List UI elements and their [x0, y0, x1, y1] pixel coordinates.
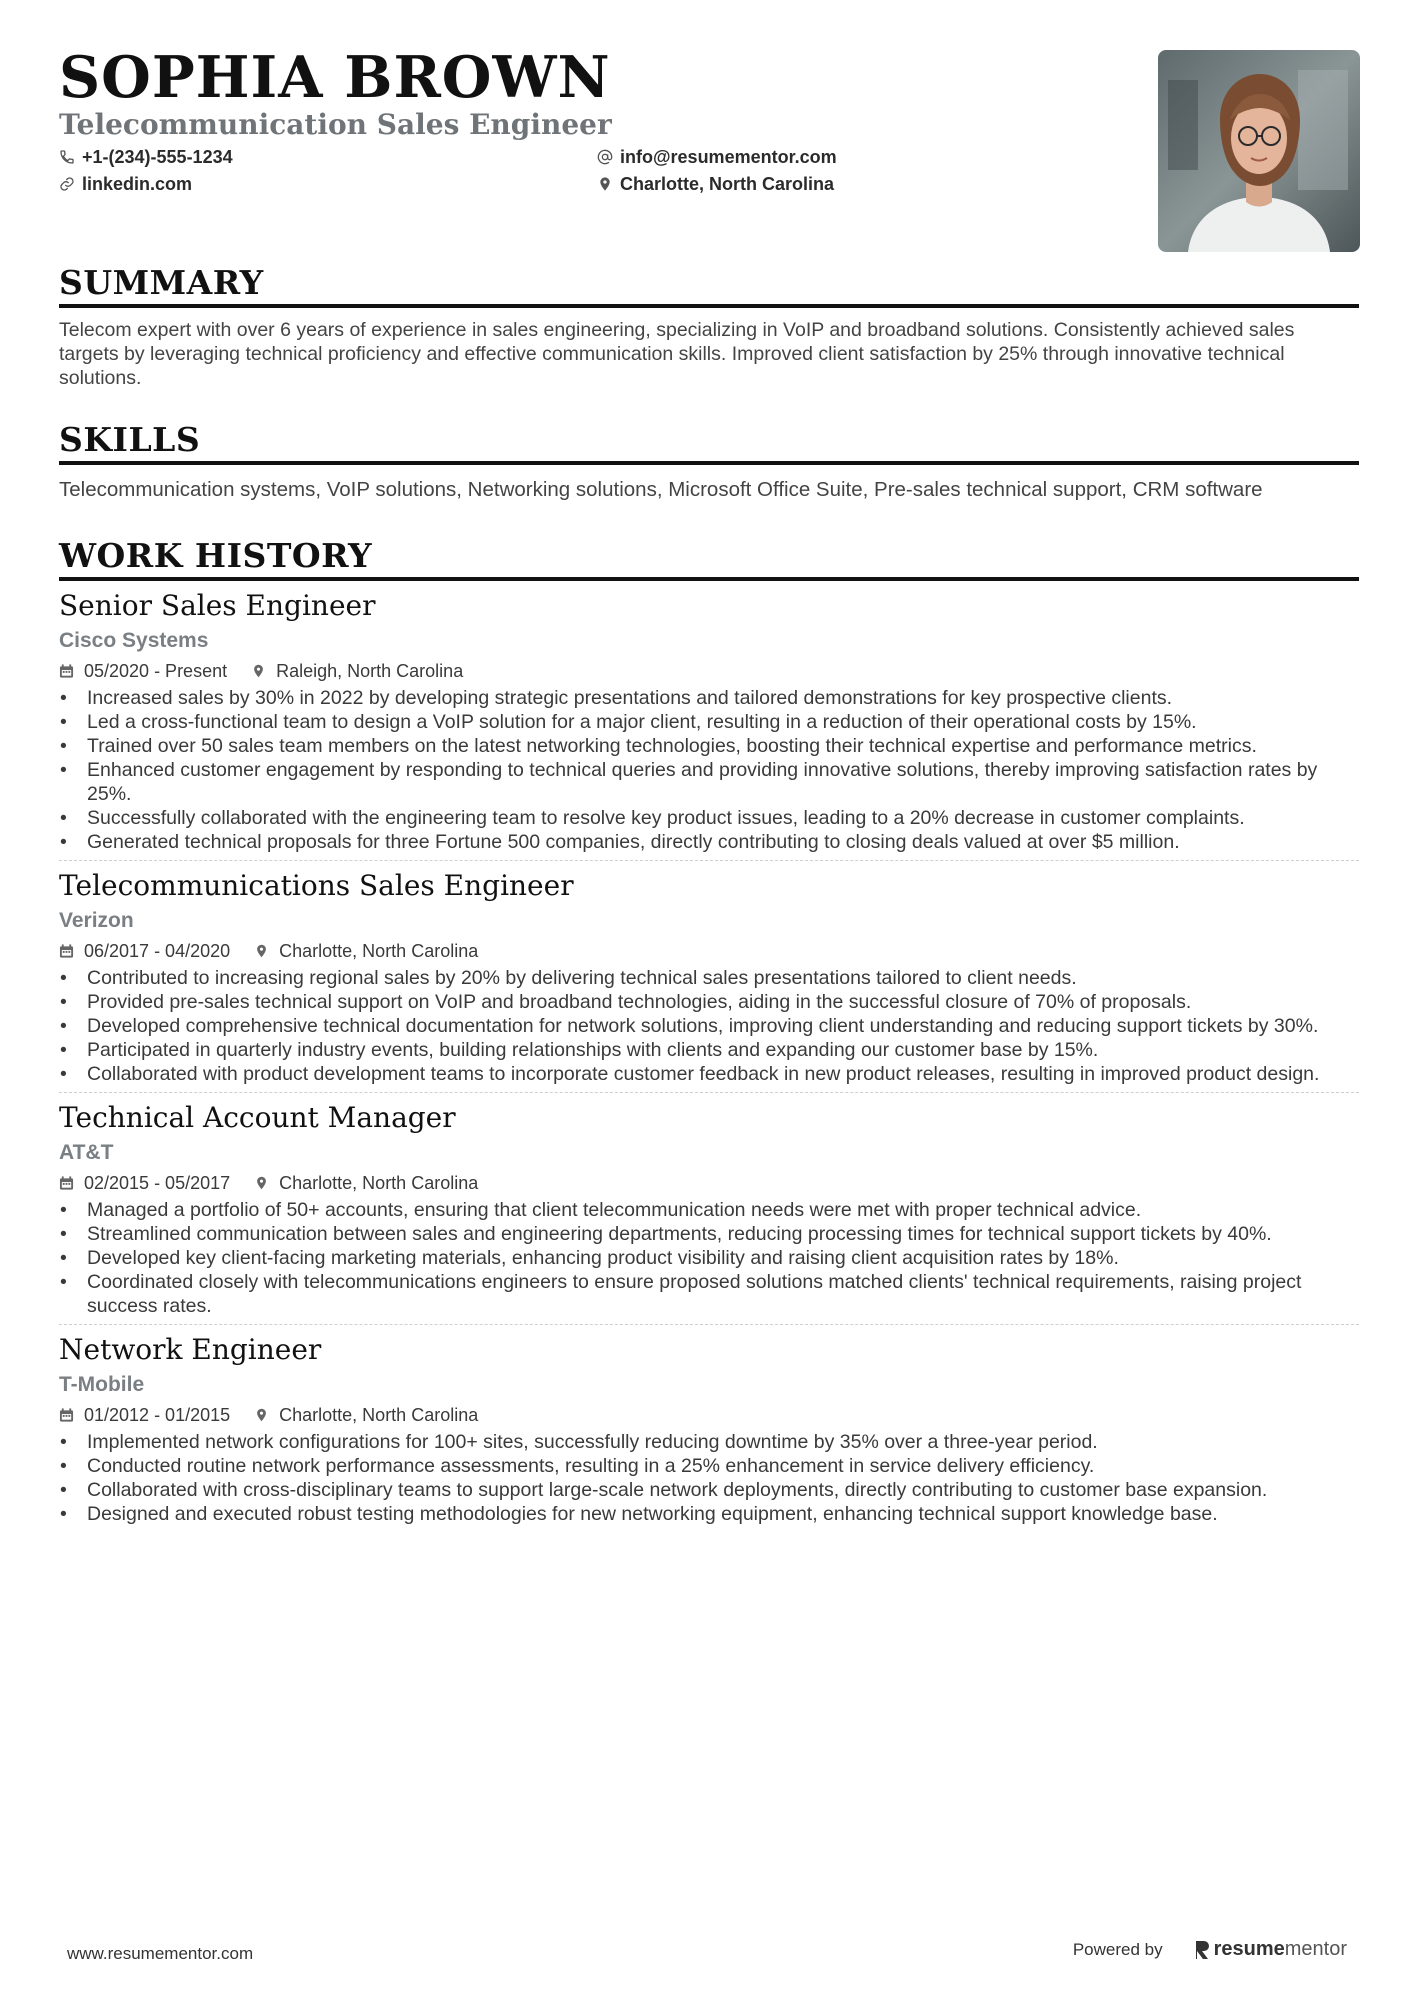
brand-logo[interactable] [1193, 1938, 1347, 1961]
bullet-item: • Increased sales by 30% in 2022 by developing strategic presentations and tailored demonstrations for key prospective clients. [59, 686, 1359, 710]
brand-bold-text: resume [1213, 1938, 1285, 1960]
bullet-item: • Developed comprehensive technical documentation for network solutions, improving client understanding and reducing support tickets by 30%. [59, 1014, 1359, 1038]
bullet-item: • Successfully collaborated with the engineering team to resolve key product issues, leading to a 20% decrease in customer complaints. [59, 806, 1359, 830]
job-location [254, 941, 478, 962]
calendar-icon [59, 663, 74, 679]
bullet-item: • Provided pre-sales technical support on VoIP and broadband technologies, aiding in the successful closure of 70% of proposals. [59, 990, 1359, 1014]
job-location-text: Charlotte, North Carolina [279, 1404, 479, 1425]
location-text: Charlotte, North Carolina [620, 173, 835, 194]
bullet-item: • Enhanced customer engagement by responding to technical queries and providing innovative solutions, thereby improving satisfaction rates by 25%. [59, 758, 1359, 806]
job-dates: 05/2020 - Present [84, 660, 228, 681]
footer-website[interactable]: www.resumementor.com [67, 1944, 254, 1963]
skills-heading: SKILLS [59, 421, 1359, 465]
job-bullets [59, 1198, 1359, 1318]
job-entry [59, 869, 1359, 1093]
job-meta [59, 1404, 1359, 1426]
bullet-item: • Developed key client-facing marketing materials, enhancing product visibility and raising client acquisition rates by 18%. [59, 1246, 1359, 1270]
work-history-heading: WORK HISTORY [59, 537, 1359, 581]
bullet-item: • Participated in quarterly industry events, building relationships with clients and expanding our customer base by 15%. [59, 1038, 1359, 1062]
job-title: Network Engineer [59, 1333, 322, 1366]
bullet-item: • Designed and executed robust testing methodologies for new networking equipment, enhancing technical support knowledge base. [59, 1502, 1359, 1526]
bullet-item: • Collaborated with cross-disciplinary teams to support large-scale network deployments, directly contributing to customer base expansion. [59, 1478, 1359, 1502]
job-bullets [59, 686, 1359, 854]
job-title: Technical Account Manager [59, 1101, 456, 1134]
bullet-item: • Led a cross-functional team to design a VoIP solution for a major client, resulting in a reduction of their operational costs by 15%. [59, 710, 1359, 734]
bullet-item: • Collaborated with product development teams to incorporate customer feedback in new product releases, resulting in improved product design. [59, 1062, 1359, 1086]
job-company: Cisco Systems [59, 629, 209, 652]
skills-text: Telecommunication systems, VoIP solutions, Networking solutions, Microsoft Office Suite, Pre-sales technical support, CRM software [59, 478, 1263, 501]
job-location [251, 661, 463, 682]
brand-light-text: mentor [1284, 1938, 1347, 1960]
job-bullets [59, 966, 1359, 1086]
phone-text: +1-(234)-555-1234 [82, 146, 233, 167]
job-company: T-Mobile [59, 1373, 145, 1396]
job-dates: 02/2015 - 05/2017 [84, 1172, 231, 1193]
bullet-item: • Implemented network configurations for 100+ sites, successfully reducing downtime by 35% over a three-year period. [59, 1430, 1359, 1454]
portrait-illustration [1158, 50, 1360, 252]
summary-heading: SUMMARY [59, 264, 1359, 308]
bullet-item: • Coordinated closely with telecommunications engineers to ensure proposed solutions matched clients' technical requirements, raising project success rates. [59, 1270, 1359, 1318]
job-entry [59, 589, 1359, 861]
linkedin-text: linkedin.com [82, 173, 193, 194]
job-title: Senior Sales Engineer [59, 589, 376, 622]
job-entry [59, 1101, 1359, 1325]
job-location-text: Charlotte, North Carolina [279, 1172, 479, 1193]
link-icon [59, 176, 75, 192]
resume-header [59, 46, 1359, 256]
resume-page [59, 46, 1359, 1532]
candidate-name: SOPHIA BROWN [59, 44, 611, 111]
work-history-section [59, 537, 1359, 1532]
at-icon [597, 149, 613, 165]
job-meta [59, 660, 1359, 682]
profile-photo [1158, 50, 1360, 252]
location-pin-icon [597, 176, 613, 192]
job-meta [59, 940, 1359, 962]
job-dates: 06/2017 - 04/2020 [84, 940, 231, 961]
job-location [254, 1173, 478, 1194]
bullet-item: • Managed a portfolio of 50+ accounts, ensuring that client telecommunication needs were met with proper technical advice. [59, 1198, 1359, 1222]
summary-section [59, 264, 1359, 390]
bullet-item: • Generated technical proposals for three Fortune 500 companies, directly contributing to closing deals valued at over $5 million. [59, 830, 1359, 854]
calendar-icon [59, 1175, 74, 1191]
bullet-item: • Trained over 50 sales team members on the latest networking technologies, boosting their technical expertise and performance metrics. [59, 734, 1359, 758]
summary-text: Telecom expert with over 6 years of experience in sales engineering, specializing in VoIP and broadband solutions. Consistently achieved sales targets by leveraging technical proficiency and effective communication skills. Improved client satisfaction by 25% through innovative technical solutions. [59, 319, 1295, 389]
resumementor-logo-icon [1193, 1939, 1211, 1961]
job-location-text: Raleigh, North Carolina [276, 660, 464, 681]
email-text: info@resumementor.com [620, 146, 837, 167]
location-pin-icon [254, 1407, 269, 1423]
skills-section [59, 421, 1359, 503]
footer-branding [1073, 1938, 1347, 1961]
calendar-icon [59, 943, 74, 959]
contact-email[interactable] [597, 146, 997, 168]
job-location-text: Charlotte, North Carolina [279, 940, 479, 961]
contact-location [597, 173, 997, 195]
bullet-item: • Contributed to increasing regional sales by 20% by delivering technical sales presentations tailored to client needs. [59, 966, 1359, 990]
powered-by-label: Powered by [1072, 1939, 1163, 1959]
bullet-item: • Conducted routine network performance assessments, resulting in a 25% enhancement in service delivery efficiency. [59, 1454, 1359, 1478]
job-bullets [59, 1430, 1359, 1526]
job-meta [59, 1172, 1359, 1194]
job-company: Verizon [59, 909, 134, 932]
job-dates: 01/2012 - 01/2015 [84, 1404, 231, 1425]
job-title: Telecommunications Sales Engineer [59, 869, 574, 902]
location-pin-icon [254, 943, 269, 959]
job-location [254, 1405, 478, 1426]
contact-phone[interactable] [59, 146, 597, 168]
bullet-item: • Streamlined communication between sales and engineering departments, reducing processing times for technical support tickets by 40%. [59, 1222, 1359, 1246]
candidate-title: Telecommunication Sales Engineer [59, 108, 612, 141]
contact-linkedin[interactable] [59, 173, 597, 195]
location-pin-icon [254, 1175, 269, 1191]
calendar-icon [59, 1407, 74, 1423]
phone-icon [59, 149, 75, 165]
location-pin-icon [251, 663, 266, 679]
job-company: AT&T [59, 1141, 114, 1164]
job-entry [59, 1333, 1359, 1532]
